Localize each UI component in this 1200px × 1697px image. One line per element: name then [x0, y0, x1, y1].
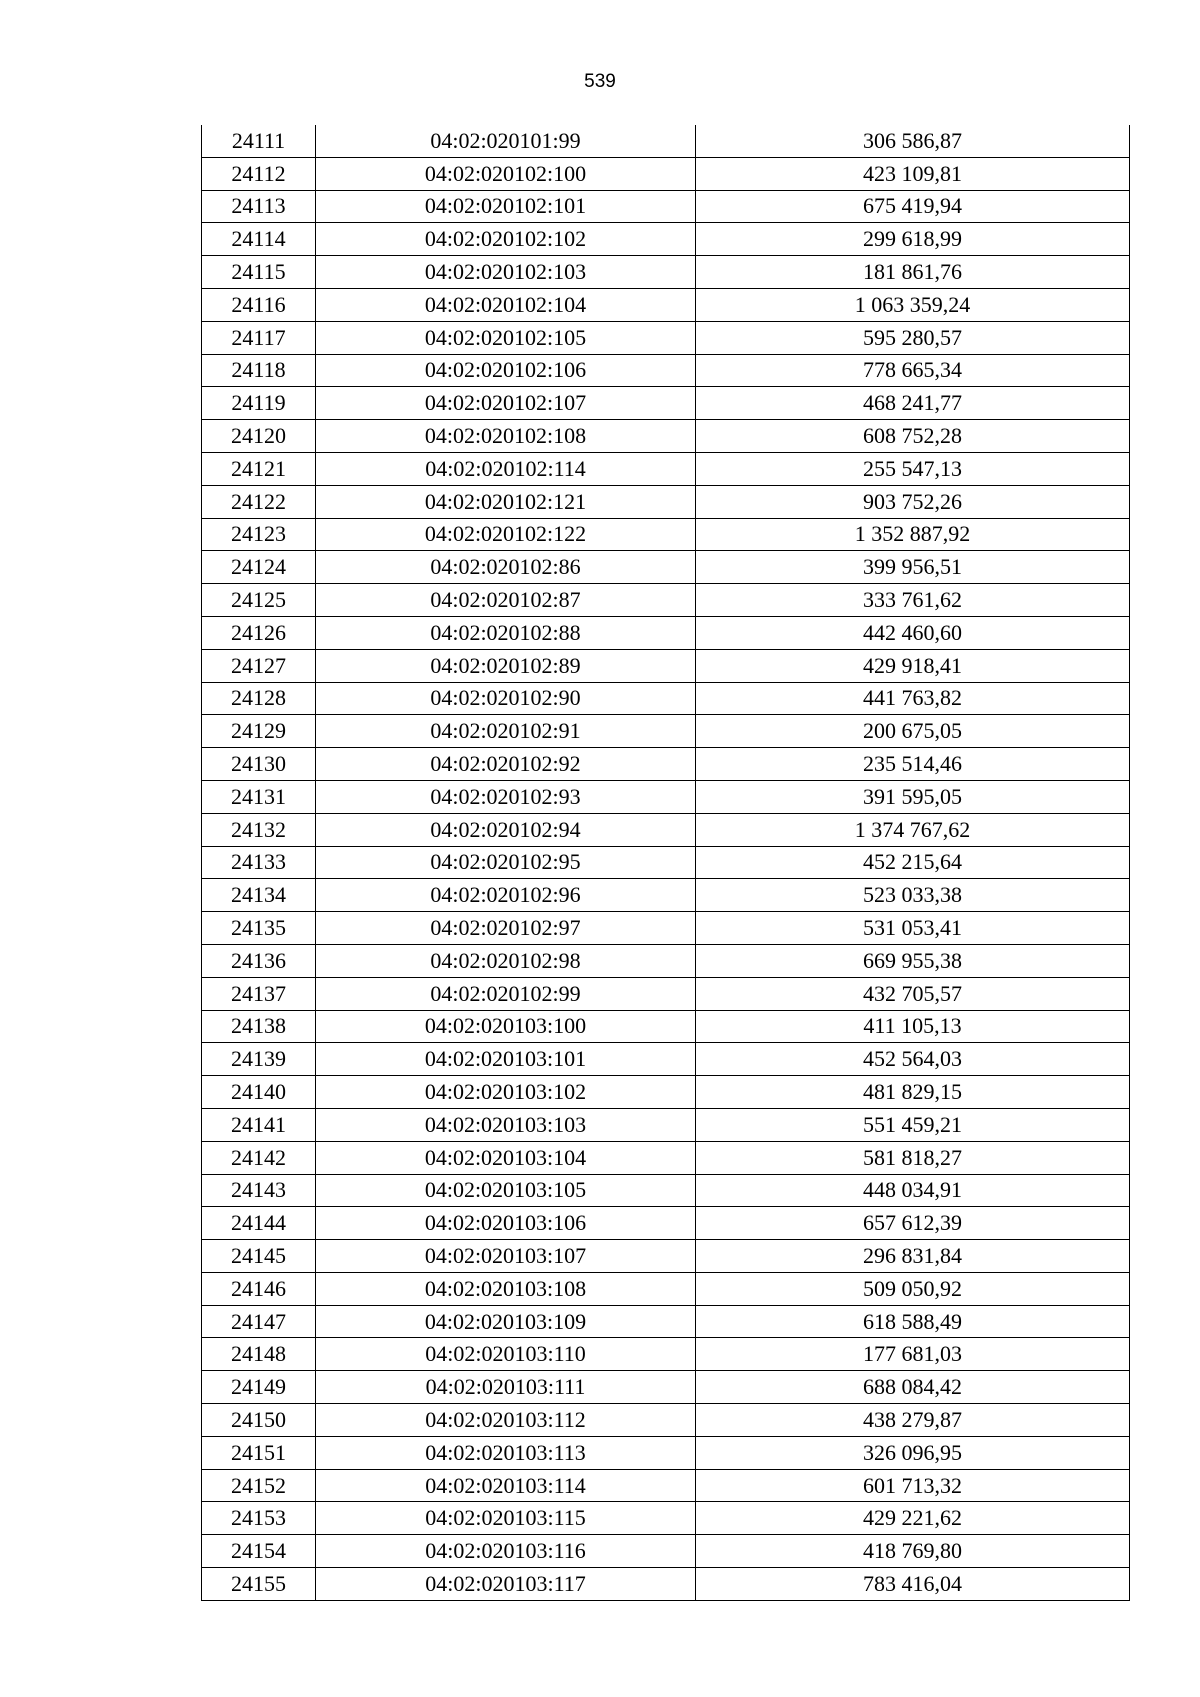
row-number-cell: 24112	[202, 157, 316, 190]
table-row	[202, 321, 1130, 354]
cadastral-value-cell: 429 918,41	[696, 649, 1130, 682]
cadastral-number-cell: 04:02:020102:96	[316, 879, 696, 912]
table-row	[202, 452, 1130, 485]
cadastral-value-cell: 448 034,91	[696, 1174, 1130, 1207]
cadastral-value-cell: 1 063 359,24	[696, 288, 1130, 321]
table-row	[202, 1141, 1130, 1174]
row-number-cell: 24139	[202, 1043, 316, 1076]
table-row	[202, 912, 1130, 945]
cadastral-number-cell: 04:02:020102:95	[316, 846, 696, 879]
row-number-cell: 24115	[202, 256, 316, 289]
row-number-cell: 24146	[202, 1272, 316, 1305]
cadastral-number-cell: 04:02:020102:106	[316, 354, 696, 387]
cadastral-number-cell: 04:02:020102:94	[316, 813, 696, 846]
table-row	[202, 1568, 1130, 1601]
cadastral-number-cell: 04:02:020103:109	[316, 1305, 696, 1338]
cadastral-number-cell: 04:02:020102:92	[316, 748, 696, 781]
cadastral-value-cell: 903 752,26	[696, 485, 1130, 518]
cadastral-number-cell: 04:02:020102:99	[316, 977, 696, 1010]
row-number-cell: 24127	[202, 649, 316, 682]
cadastral-number-cell: 04:02:020102:100	[316, 157, 696, 190]
table-row	[202, 748, 1130, 781]
table-row	[202, 288, 1130, 321]
row-number-cell: 24130	[202, 748, 316, 781]
cadastral-number-cell: 04:02:020102:93	[316, 780, 696, 813]
cadastral-number-cell: 04:02:020103:112	[316, 1404, 696, 1437]
cadastral-value-cell: 452 564,03	[696, 1043, 1130, 1076]
cadastral-number-cell: 04:02:020103:105	[316, 1174, 696, 1207]
table-row	[202, 420, 1130, 453]
cadastral-value-cell: 1 352 887,92	[696, 518, 1130, 551]
cadastral-value-cell: 200 675,05	[696, 715, 1130, 748]
table-row	[202, 354, 1130, 387]
table-row	[202, 1338, 1130, 1371]
cadastral-number-cell: 04:02:020103:102	[316, 1076, 696, 1109]
row-number-cell: 24151	[202, 1436, 316, 1469]
cadastral-value-cell: 326 096,95	[696, 1436, 1130, 1469]
row-number-cell: 24134	[202, 879, 316, 912]
row-number-cell: 24142	[202, 1141, 316, 1174]
row-number-cell: 24114	[202, 223, 316, 256]
cadastral-value-cell: 296 831,84	[696, 1240, 1130, 1273]
cadastral-number-cell: 04:02:020103:113	[316, 1436, 696, 1469]
row-number-cell: 24141	[202, 1108, 316, 1141]
cadastral-value-cell: 481 829,15	[696, 1076, 1130, 1109]
table-row	[202, 551, 1130, 584]
table-row	[202, 649, 1130, 682]
cadastral-number-cell: 04:02:020103:111	[316, 1371, 696, 1404]
cadastral-number-cell: 04:02:020102:89	[316, 649, 696, 682]
cadastral-number-cell: 04:02:020103:103	[316, 1108, 696, 1141]
row-number-cell: 24150	[202, 1404, 316, 1437]
cadastral-value-cell: 438 279,87	[696, 1404, 1130, 1437]
cadastral-number-cell: 04:02:020103:117	[316, 1568, 696, 1601]
row-number-cell: 24132	[202, 813, 316, 846]
cadastral-value-cell: 432 705,57	[696, 977, 1130, 1010]
cadastral-number-cell: 04:02:020102:107	[316, 387, 696, 420]
cadastral-value-cell: 783 416,04	[696, 1568, 1130, 1601]
row-number-cell: 24116	[202, 288, 316, 321]
row-number-cell: 24145	[202, 1240, 316, 1273]
table-row	[202, 190, 1130, 223]
table-row	[202, 682, 1130, 715]
row-number-cell: 24155	[202, 1568, 316, 1601]
cadastral-number-cell: 04:02:020103:106	[316, 1207, 696, 1240]
row-number-cell: 24122	[202, 485, 316, 518]
cadastral-value-cell: 601 713,32	[696, 1469, 1130, 1502]
row-number-cell: 24123	[202, 518, 316, 551]
table-row	[202, 157, 1130, 190]
cadastral-number-cell: 04:02:020103:100	[316, 1010, 696, 1043]
row-number-cell: 24135	[202, 912, 316, 945]
cadastral-value-cell: 423 109,81	[696, 157, 1130, 190]
table-row	[202, 1272, 1130, 1305]
cadastral-value-cell: 657 612,39	[696, 1207, 1130, 1240]
cadastral-value-cell: 391 595,05	[696, 780, 1130, 813]
row-number-cell: 24140	[202, 1076, 316, 1109]
cadastral-value-cell: 669 955,38	[696, 944, 1130, 977]
cadastral-value-cell: 181 861,76	[696, 256, 1130, 289]
cadastral-number-cell: 04:02:020102:108	[316, 420, 696, 453]
row-number-cell: 24121	[202, 452, 316, 485]
cadastral-number-cell: 04:02:020102:104	[316, 288, 696, 321]
cadastral-value-cell: 177 681,03	[696, 1338, 1130, 1371]
cadastral-number-cell: 04:02:020102:90	[316, 682, 696, 715]
cadastral-value-table	[201, 125, 1130, 1601]
cadastral-value-cell: 523 033,38	[696, 879, 1130, 912]
table-row	[202, 485, 1130, 518]
table-row	[202, 1502, 1130, 1535]
cadastral-value-cell: 595 280,57	[696, 321, 1130, 354]
table-row	[202, 977, 1130, 1010]
table-row	[202, 518, 1130, 551]
cadastral-number-cell: 04:02:020103:110	[316, 1338, 696, 1371]
cadastral-value-cell: 452 215,64	[696, 846, 1130, 879]
cadastral-value-cell: 306 586,87	[696, 125, 1130, 157]
cadastral-number-cell: 04:02:020102:97	[316, 912, 696, 945]
cadastral-number-cell: 04:02:020102:121	[316, 485, 696, 518]
row-number-cell: 24131	[202, 780, 316, 813]
table-row	[202, 780, 1130, 813]
table-row	[202, 1108, 1130, 1141]
row-number-cell: 24154	[202, 1535, 316, 1568]
cadastral-value-cell: 1 374 767,62	[696, 813, 1130, 846]
cadastral-number-cell: 04:02:020103:115	[316, 1502, 696, 1535]
row-number-cell: 24128	[202, 682, 316, 715]
cadastral-number-cell: 04:02:020102:101	[316, 190, 696, 223]
cadastral-number-cell: 04:02:020102:91	[316, 715, 696, 748]
row-number-cell: 24125	[202, 584, 316, 617]
table-row	[202, 879, 1130, 912]
table-row	[202, 584, 1130, 617]
table-row	[202, 1076, 1130, 1109]
row-number-cell: 24148	[202, 1338, 316, 1371]
cadastral-number-cell: 04:02:020102:114	[316, 452, 696, 485]
cadastral-value-cell: 418 769,80	[696, 1535, 1130, 1568]
row-number-cell: 24149	[202, 1371, 316, 1404]
table-row	[202, 616, 1130, 649]
table-row	[202, 944, 1130, 977]
row-number-cell: 24119	[202, 387, 316, 420]
table-row	[202, 1043, 1130, 1076]
table-row	[202, 1174, 1130, 1207]
table-row	[202, 223, 1130, 256]
table-row	[202, 813, 1130, 846]
cadastral-value-cell: 675 419,94	[696, 190, 1130, 223]
cadastral-number-cell: 04:02:020102:87	[316, 584, 696, 617]
row-number-cell: 24111	[202, 125, 316, 157]
table-row	[202, 1371, 1130, 1404]
table-row	[202, 1535, 1130, 1568]
table-row	[202, 125, 1130, 157]
table-row	[202, 256, 1130, 289]
cadastral-value-cell: 688 084,42	[696, 1371, 1130, 1404]
row-number-cell: 24118	[202, 354, 316, 387]
row-number-cell: 24113	[202, 190, 316, 223]
row-number-cell: 24117	[202, 321, 316, 354]
cadastral-number-cell: 04:02:020102:105	[316, 321, 696, 354]
cadastral-value-cell: 608 752,28	[696, 420, 1130, 453]
cadastral-value-cell: 551 459,21	[696, 1108, 1130, 1141]
row-number-cell: 24152	[202, 1469, 316, 1502]
table-row	[202, 1469, 1130, 1502]
cadastral-value-cell: 411 105,13	[696, 1010, 1130, 1043]
cadastral-value-cell: 581 818,27	[696, 1141, 1130, 1174]
cadastral-number-cell: 04:02:020103:116	[316, 1535, 696, 1568]
cadastral-value-cell: 509 050,92	[696, 1272, 1130, 1305]
cadastral-value-cell: 235 514,46	[696, 748, 1130, 781]
table-row	[202, 1305, 1130, 1338]
cadastral-value-cell: 429 221,62	[696, 1502, 1130, 1535]
cadastral-value-cell: 255 547,13	[696, 452, 1130, 485]
cadastral-value-cell: 442 460,60	[696, 616, 1130, 649]
cadastral-number-cell: 04:02:020102:86	[316, 551, 696, 584]
row-number-cell: 24126	[202, 616, 316, 649]
cadastral-value-cell: 399 956,51	[696, 551, 1130, 584]
cadastral-number-cell: 04:02:020102:122	[316, 518, 696, 551]
cadastral-number-cell: 04:02:020101:99	[316, 125, 696, 157]
cadastral-value-cell: 441 763,82	[696, 682, 1130, 715]
cadastral-number-cell: 04:02:020103:108	[316, 1272, 696, 1305]
row-number-cell: 24129	[202, 715, 316, 748]
table-row	[202, 1207, 1130, 1240]
page-number: 539	[584, 71, 616, 92]
row-number-cell: 24124	[202, 551, 316, 584]
cadastral-value-cell: 531 053,41	[696, 912, 1130, 945]
table-row	[202, 1010, 1130, 1043]
cadastral-number-cell: 04:02:020102:103	[316, 256, 696, 289]
table-body	[202, 125, 1130, 1600]
cadastral-number-cell: 04:02:020103:107	[316, 1240, 696, 1273]
row-number-cell: 24144	[202, 1207, 316, 1240]
row-number-cell: 24153	[202, 1502, 316, 1535]
table-row	[202, 715, 1130, 748]
row-number-cell: 24138	[202, 1010, 316, 1043]
row-number-cell: 24143	[202, 1174, 316, 1207]
table-row	[202, 846, 1130, 879]
cadastral-value-cell: 299 618,99	[696, 223, 1130, 256]
cadastral-number-cell: 04:02:020102:88	[316, 616, 696, 649]
row-number-cell: 24137	[202, 977, 316, 1010]
row-number-cell: 24147	[202, 1305, 316, 1338]
cadastral-number-cell: 04:02:020103:114	[316, 1469, 696, 1502]
row-number-cell: 24136	[202, 944, 316, 977]
cadastral-value-cell: 618 588,49	[696, 1305, 1130, 1338]
cadastral-number-cell: 04:02:020103:104	[316, 1141, 696, 1174]
cadastral-value-cell: 778 665,34	[696, 354, 1130, 387]
cadastral-value-cell: 333 761,62	[696, 584, 1130, 617]
table-row	[202, 1436, 1130, 1469]
cadastral-number-cell: 04:02:020103:101	[316, 1043, 696, 1076]
cadastral-value-cell: 468 241,77	[696, 387, 1130, 420]
row-number-cell: 24120	[202, 420, 316, 453]
cadastral-number-cell: 04:02:020102:102	[316, 223, 696, 256]
cadastral-number-cell: 04:02:020102:98	[316, 944, 696, 977]
table-row	[202, 1240, 1130, 1273]
table-row	[202, 387, 1130, 420]
row-number-cell: 24133	[202, 846, 316, 879]
table-row	[202, 1404, 1130, 1437]
